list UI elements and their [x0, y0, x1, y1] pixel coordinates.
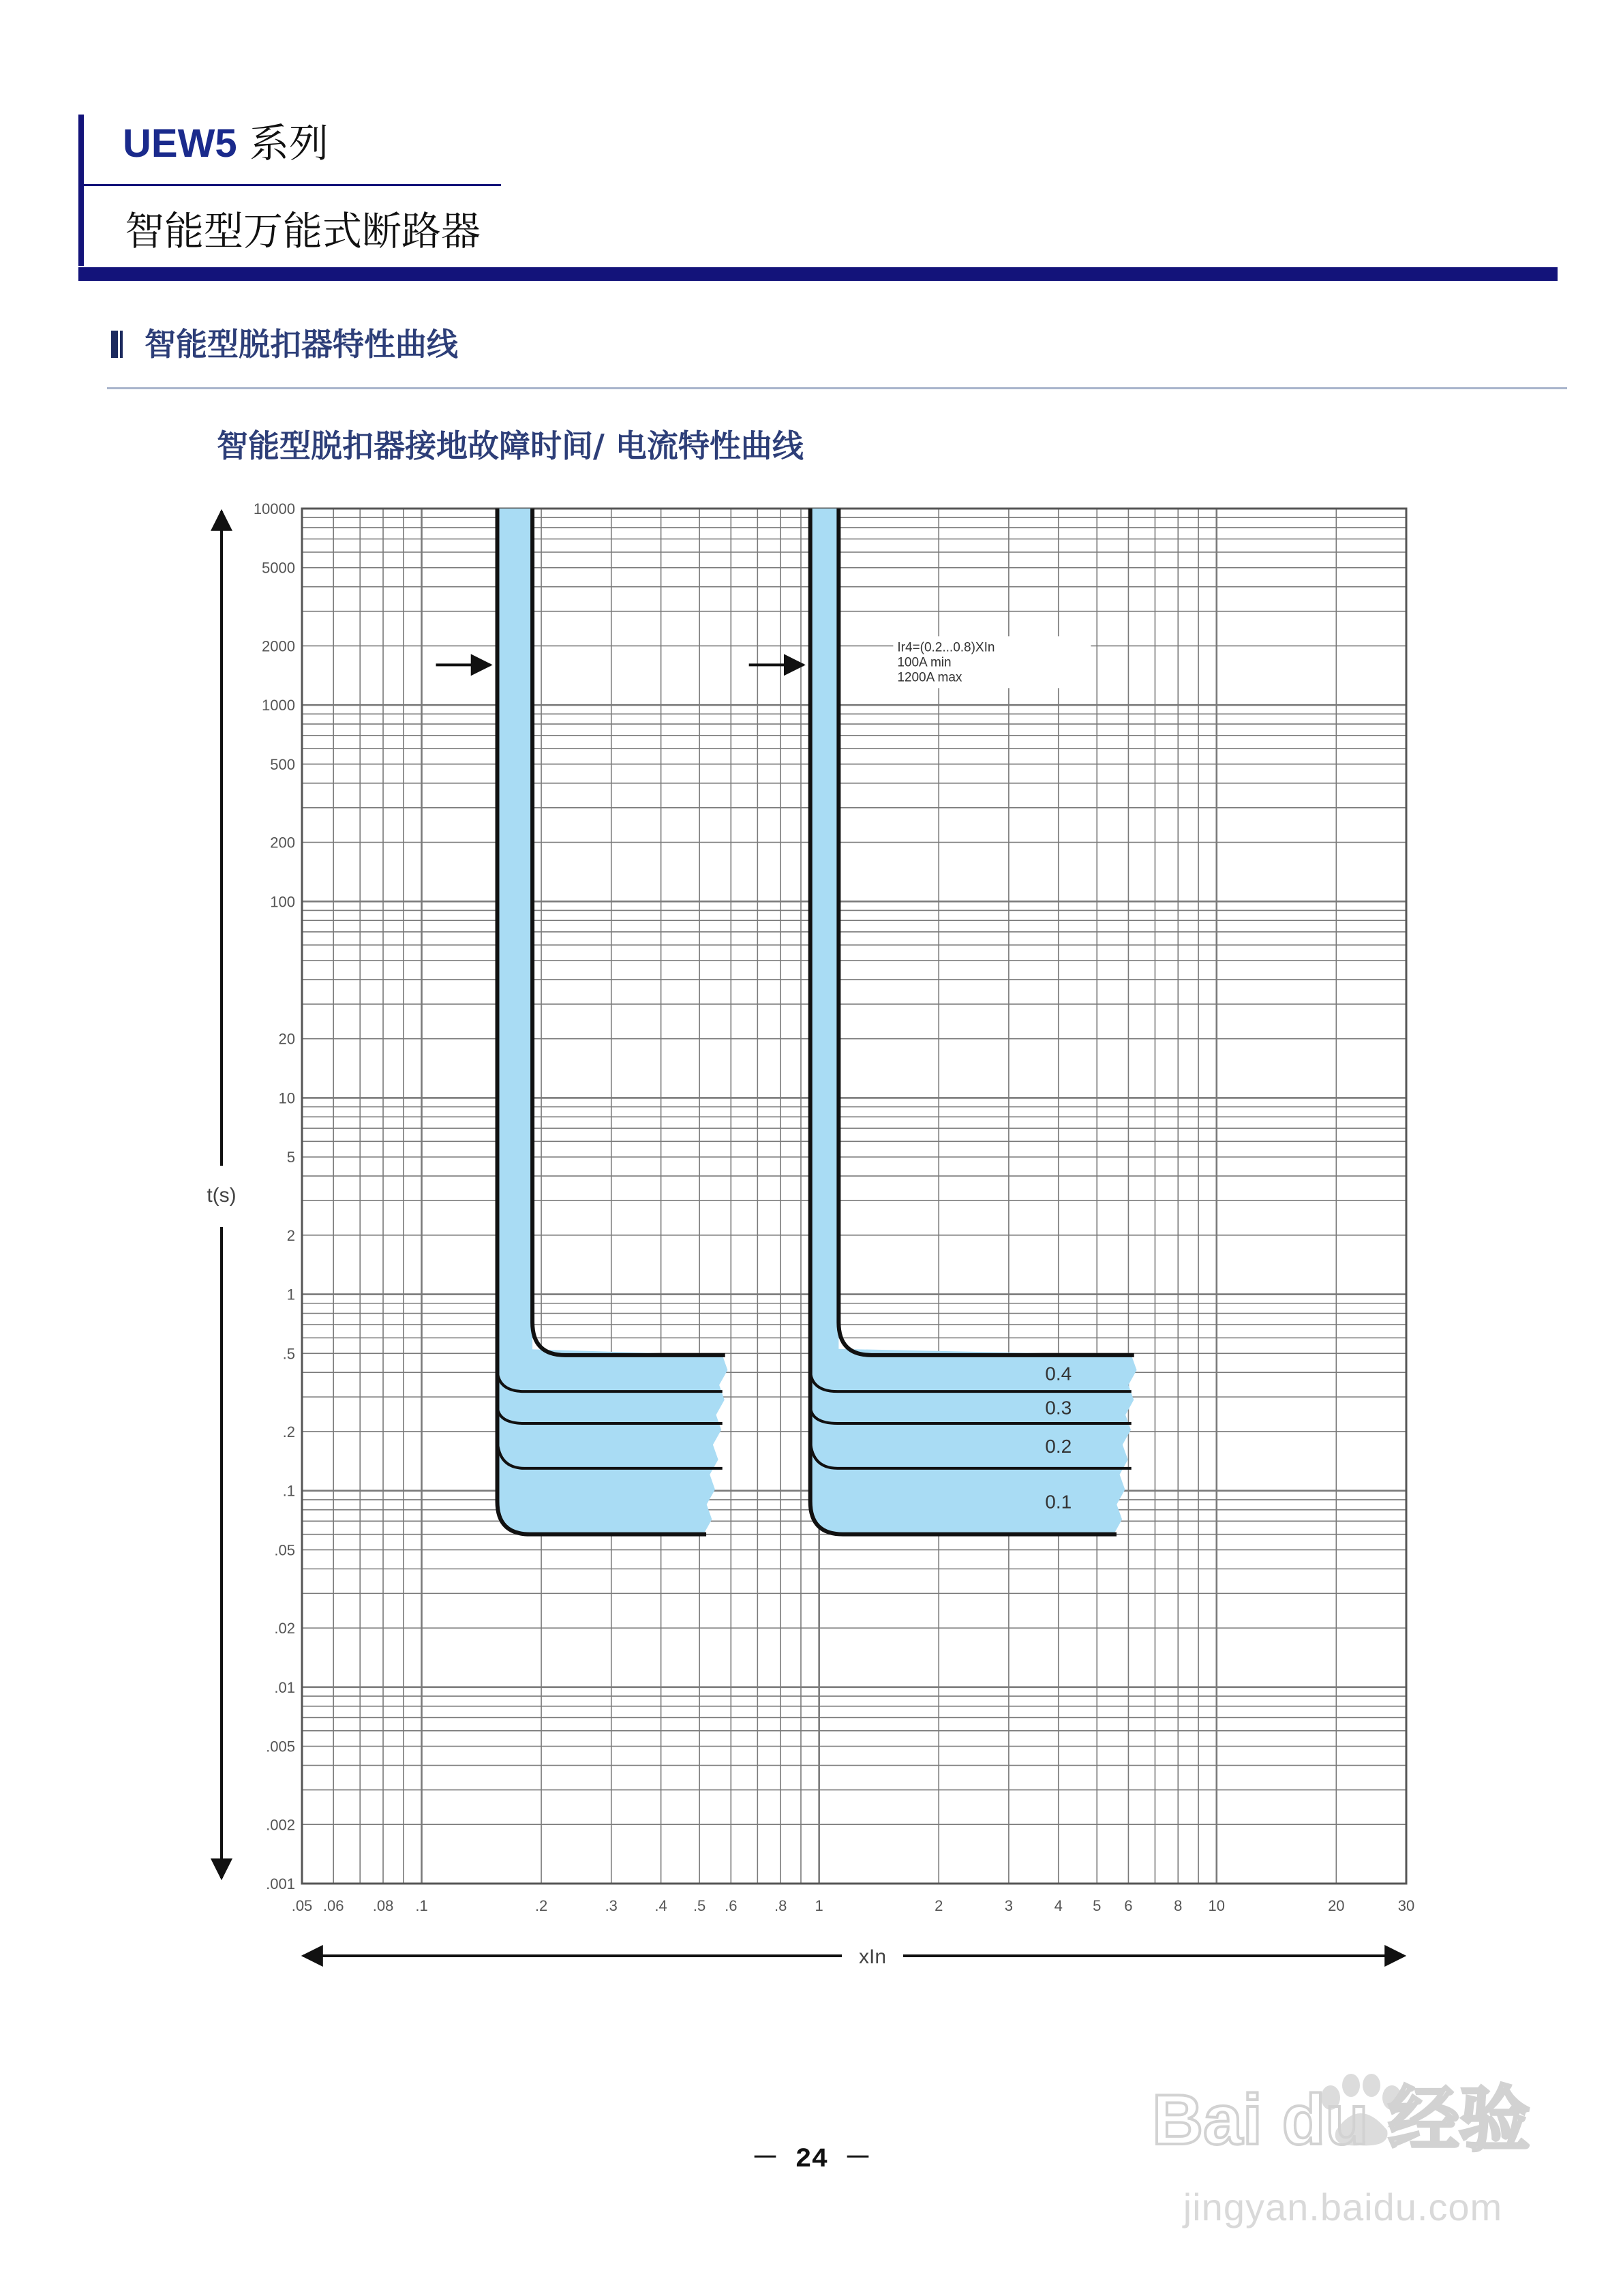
y-tick-label: 1000 — [262, 697, 295, 714]
x-tick-label: .06 — [322, 1897, 344, 1914]
y-tick-label: .001 — [266, 1875, 295, 1892]
delay-label-0-3: 0.3 — [1045, 1397, 1072, 1419]
watermark-url: jingyan.baidu.com — [1183, 2186, 1503, 2229]
section-title: 智能型脱扣器特性曲线 — [145, 326, 458, 363]
series-suffix: 系列 — [237, 120, 329, 166]
overlay-layer — [207, 511, 1404, 1968]
grid-layer — [302, 509, 1406, 1884]
x-tick-label: .1 — [415, 1897, 428, 1914]
y-tick-label: .01 — [274, 1678, 295, 1696]
x-tick-label: .5 — [693, 1897, 706, 1914]
y-tick-label: 500 — [270, 755, 295, 773]
y-tick-label: 5 — [286, 1149, 295, 1166]
x-tick-label: .6 — [725, 1897, 738, 1914]
y-tick-label: 10 — [278, 1089, 295, 1107]
x-tick-label: 10 — [1208, 1897, 1226, 1914]
series-brand: UEW5 — [123, 121, 237, 166]
y-tick-label: 100 — [270, 893, 295, 911]
band-region — [810, 1348, 1137, 1535]
x-tick-label: 6 — [1124, 1897, 1133, 1914]
x-tick-label: .4 — [654, 1897, 667, 1914]
x-tick-label: .08 — [372, 1897, 394, 1914]
chart-title: 智能型脱扣器接地故障时间/ 电流特性曲线 — [217, 427, 804, 464]
x-tick-label: 3 — [1004, 1897, 1014, 1914]
y-tick-label: 200 — [270, 834, 295, 851]
baidu-watermark-logo — [1152, 2055, 1534, 2158]
watermark-logo-text: Bai du 经验 — [1152, 2081, 1530, 2158]
y-tick-label: 2000 — [262, 637, 295, 655]
y-tick-label: 2 — [286, 1226, 295, 1244]
delay-label-0-1: 0.1 — [1045, 1491, 1072, 1513]
y-tick-label: .2 — [282, 1423, 295, 1440]
x-tick-label: 2 — [935, 1897, 943, 1914]
plot-frame — [302, 509, 1406, 1884]
annotation-line: 1200A max — [897, 670, 962, 685]
x-tick-label: .2 — [534, 1897, 548, 1914]
x-tick-label: 1 — [815, 1897, 823, 1914]
y-tick-label: 5000 — [262, 559, 295, 577]
y-tick-label: .5 — [282, 1345, 295, 1363]
y-tick-label: 20 — [278, 1030, 295, 1048]
y-tick-label: .1 — [282, 1482, 295, 1500]
x-tick-label: 20 — [1328, 1897, 1345, 1914]
y-tick-label: .002 — [266, 1816, 295, 1834]
band-region — [498, 1348, 728, 1535]
y-tick-label: .05 — [274, 1541, 295, 1559]
page-number: － 24 － — [751, 2145, 872, 2175]
x-tick-label: 30 — [1397, 1897, 1415, 1914]
y-axis-label: t(s) — [207, 1184, 237, 1207]
y-tick-label: .02 — [274, 1620, 295, 1637]
delay-label-0-4: 0.4 — [1045, 1363, 1072, 1385]
x-axis-label: xIn — [858, 1946, 887, 1968]
x-tick-label: 8 — [1174, 1897, 1183, 1914]
x-tick-label: 5 — [1093, 1897, 1102, 1914]
x-tick-label: .05 — [291, 1897, 313, 1914]
x-tick-label: .3 — [605, 1897, 618, 1914]
y-tick-label: 1 — [286, 1286, 295, 1303]
header-subtitle: 智能型万能式断路器 — [125, 208, 481, 254]
delay-label-0-2: 0.2 — [1045, 1435, 1072, 1457]
x-tick-label: .8 — [774, 1897, 787, 1914]
annotation-line: 100A min — [897, 655, 952, 670]
y-tick-label: .005 — [266, 1738, 295, 1755]
y-tick-label: 10000 — [253, 500, 295, 517]
x-tick-label: 4 — [1054, 1897, 1063, 1914]
annotation-line: Ir4=(0.2...0.8)XIn — [897, 640, 995, 655]
